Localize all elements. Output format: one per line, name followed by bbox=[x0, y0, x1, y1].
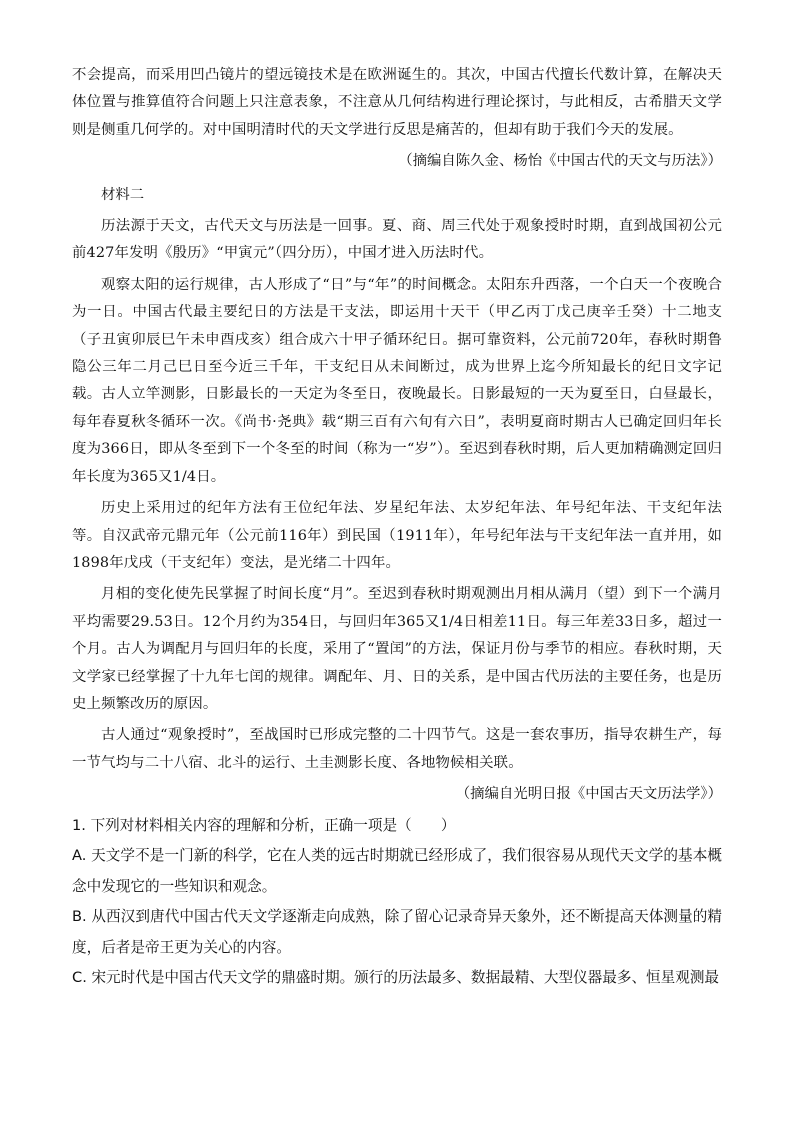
question-option-a: A. 天文学不是一门新的科学，它在人类的远古时期就已经形成了，我们很容易从现代天文学的基本概念中发现它的一些知识和观念。 bbox=[72, 847, 722, 895]
material1-source: （摘编自陈久金、杨怡《中国古代的天文与历法》） bbox=[398, 153, 722, 170]
material2-source: （摘编自光明日报《中国古天文历法学》） bbox=[455, 786, 722, 803]
material2-paragraph: 历法源于天文，古代天文与历法是一回事。夏、商、周三代处于观象授时时期，直到战国初公元前427年发明《殷历》“甲寅元”（四分历），中国才进入历法时代。 bbox=[72, 218, 722, 262]
material2-paragraph: 月相的变化使先民掌握了时间长度“月”。至迟到春秋时期观测出月相从满月（望）到下一个满月平均需要29.53日。12个月约为354日，与回归年365又1/4日相差11日。每三年差33日多，超过一个月。古人为调配月与回归年的长度，采用了“置闰”的方法，保证月份与季节的相应。春秋时期，天文学家已经掌握了十九年七闰的规律。调配年、月、日的关系，是中国古代历法的主要任务，也是历史上频繁改历的原因。 bbox=[72, 586, 722, 712]
document-content bbox=[72, 62, 722, 994]
question-option-b: B. 从西汉到唐代中国古代天文学逐渐走向成熟，除了留心记录奇异天象外，还不断提高天体测量的精度，后者是帝王更为关心的内容。 bbox=[72, 908, 722, 956]
question-stem: 1. 下列对材料相关内容的理解和分析，正确一项是（ ） bbox=[72, 816, 456, 834]
material2-paragraph: 观察太阳的运行规律，古人形成了“日”与“年”的时间概念。太阳东升西落，一个白天一个夜晚合为一日。中国古代最主要纪日的方法是干支法，即运用十天干（甲乙丙丁戊己庚辛壬癸）十二地支（子丑寅卯辰巳午未申酉戌亥）组合成六十甲子循环纪日。据可靠资料，公元前720年，春秋时期鲁隐公三年二月己巳日至今近三千年，干支纪日从未间断过，成为世界上迄今所知最长的纪日文字记载。古人立竿测影，日影最长的一天定为冬至日，夜晚最长。日影最短的一天为夏至日，白昼最长，每年春夏秋冬循环一次。《尚书·尧典》载“期三百有六旬有六日”，表明夏商时期古人已确定回归年长度为366日，即从冬至到下一个冬至的时间（称为一“岁”）。至迟到春秋时期，后人更加精确测定回归年长度为365又1/4日。 bbox=[72, 276, 722, 485]
material2-heading: 材料二 bbox=[101, 186, 145, 203]
material2-paragraph: 古人通过“观象授时”，至战国时已形成完整的二十四节气。这是一套农事历，指导农耕生产，每一节气均与二十八宿、北斗的运行、土圭测影长度、各地物候相关联。 bbox=[72, 727, 722, 771]
question-1 bbox=[72, 811, 722, 994]
material2-paragraph: 历史上采用过的纪年方法有王位纪年法、岁星纪年法、太岁纪年法、年号纪年法、干支纪年法等。自汉武帝元鼎元年（公元前116年）到民国（1911年），年号纪年法与干支纪年法一直并用，如1898年戊戌（干支纪年）变法，是光绪二十四年。 bbox=[72, 500, 722, 571]
question-option-c: C. 宋元时代是中国古代天文学的鼎盛时期。颁行的历法最多、数据最精、大型仪器最多、恒星观测最 bbox=[72, 969, 720, 987]
material1-tail-paragraph: 不会提高，而采用凹凸镜片的望远镜技术是在欧洲诞生的。其次，中国古代擅长代数计算，在解决天体位置与推算值符合问题上只注意表象，不注意从几何结构进行理论探讨，与此相反，古希腊天文学则是侧重几何学的。对中国明清时代的天文学进行反思是痛苦的，但却有助于我们今天的发展。 bbox=[72, 67, 722, 138]
